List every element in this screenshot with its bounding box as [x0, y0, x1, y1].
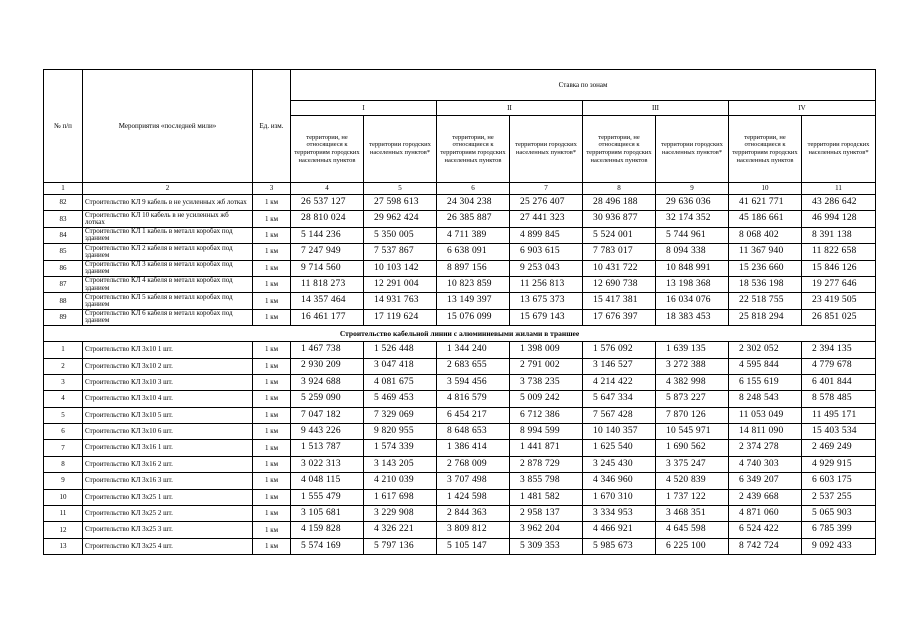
row-number: 87 [44, 276, 83, 292]
rate-value: 5 469 453 [364, 391, 437, 407]
row-number: 89 [44, 309, 83, 325]
rate-value: 6 225 100 [656, 538, 729, 554]
rate-value: 17 119 624 [364, 309, 437, 325]
rate-value: 1 625 540 [583, 440, 656, 456]
rate-value: 5 873 227 [656, 391, 729, 407]
rate-value: 11 822 658 [802, 244, 876, 260]
row-number: 7 [44, 440, 83, 456]
rate-value: 8 897 156 [437, 260, 510, 276]
rate-value: 4 871 060 [729, 506, 802, 522]
rate-value: 8 391 138 [802, 227, 876, 243]
table-row [44, 358, 876, 374]
rate-value: 3 809 812 [437, 522, 510, 538]
column-number: 10 [729, 183, 802, 195]
table-row [44, 293, 876, 309]
rate-value: 11 367 940 [729, 244, 802, 260]
rate-value: 8 068 402 [729, 227, 802, 243]
rate-value: 2 394 135 [802, 342, 876, 358]
rate-value: 18 536 198 [729, 276, 802, 292]
unit: 1 км [253, 244, 291, 260]
rate-value: 6 524 422 [729, 522, 802, 538]
rate-value: 4 081 675 [364, 374, 437, 390]
rate-value: 7 047 182 [291, 407, 364, 423]
rate-title: Ставка по зонам [291, 70, 876, 101]
subheader-outside: территории, не относящиеся к территориям городских населенных пунктов [291, 116, 364, 183]
rate-value: 29 636 036 [656, 195, 729, 211]
rate-value: 1 386 414 [437, 440, 510, 456]
rate-value: 3 229 908 [364, 506, 437, 522]
unit: 1 км [253, 522, 291, 538]
rate-value: 9 714 560 [291, 260, 364, 276]
table-row [44, 522, 876, 538]
rate-value: 9 443 226 [291, 424, 364, 440]
rate-value: 4 595 844 [729, 358, 802, 374]
rate-value: 9 820 955 [364, 424, 437, 440]
activity-name: Строительство КЛ 3х10 2 шт. [83, 358, 253, 374]
rate-value: 2 930 209 [291, 358, 364, 374]
table-row [44, 211, 876, 227]
rate-value: 5 350 005 [364, 227, 437, 243]
table-row [44, 440, 876, 456]
rate-value: 2 374 278 [729, 440, 802, 456]
rate-value: 4 899 845 [510, 227, 583, 243]
rate-value: 7 870 126 [656, 407, 729, 423]
table-row [44, 227, 876, 243]
column-number: 4 [291, 183, 364, 195]
rate-value: 2 683 655 [437, 358, 510, 374]
subheader-outside: территории, не относящиеся к территориям городских населенных пунктов [729, 116, 802, 183]
rate-value: 4 711 389 [437, 227, 510, 243]
rate-value: 6 712 386 [510, 407, 583, 423]
activity-name: Строительство КЛ 3х25 4 шт. [83, 538, 253, 554]
rate-value: 10 140 357 [583, 424, 656, 440]
rate-value: 13 675 373 [510, 293, 583, 309]
rate-value: 27 441 323 [510, 211, 583, 227]
activity-name: Строительство КЛ 2 кабеля в металл коробах под зданием [83, 244, 253, 260]
activity-name: Строительство КЛ 3х10 5 шт. [83, 407, 253, 423]
rate-value: 15 076 099 [437, 309, 510, 325]
rate-value: 3 468 351 [656, 506, 729, 522]
rate-value: 22 518 755 [729, 293, 802, 309]
unit: 1 км [253, 342, 291, 358]
rate-value: 3 047 418 [364, 358, 437, 374]
rate-value: 5 647 334 [583, 391, 656, 407]
rate-value: 3 594 456 [437, 374, 510, 390]
zone-header-1: I [291, 101, 437, 116]
rate-value: 14 811 090 [729, 424, 802, 440]
table-row [44, 260, 876, 276]
rate-value: 4 816 579 [437, 391, 510, 407]
rate-value: 6 155 619 [729, 374, 802, 390]
rate-value: 5 524 001 [583, 227, 656, 243]
column-number: 1 [44, 183, 83, 195]
rate-value: 8 648 653 [437, 424, 510, 440]
subheader-outside: территории, не относящиеся к территориям городских населенных пунктов [437, 116, 510, 183]
rate-value: 1 690 562 [656, 440, 729, 456]
rate-value: 1 344 240 [437, 342, 510, 358]
rate-value: 5 574 169 [291, 538, 364, 554]
rate-value: 10 545 971 [656, 424, 729, 440]
col-activity-header: Мероприятия «последней мили» [83, 70, 253, 183]
activity-name: Строительство КЛ 3х10 1 шт. [83, 342, 253, 358]
col-unit-header: Ед. изм. [253, 70, 291, 183]
unit: 1 км [253, 195, 291, 211]
column-number: 7 [510, 183, 583, 195]
rate-value: 3 146 527 [583, 358, 656, 374]
rate-value: 29 962 424 [364, 211, 437, 227]
rate-value: 2 302 052 [729, 342, 802, 358]
rate-value: 3 143 205 [364, 456, 437, 472]
rate-value: 6 349 207 [729, 473, 802, 489]
rate-value: 4 346 960 [583, 473, 656, 489]
row-number: 82 [44, 195, 83, 211]
activity-name: Строительство КЛ 3х10 4 шт. [83, 391, 253, 407]
rate-value: 23 419 505 [802, 293, 876, 309]
table-row [44, 374, 876, 390]
section-row [44, 326, 876, 342]
row-number: 3 [44, 374, 83, 390]
activity-name: Строительство КЛ 3 кабеля в металл коробах под зданием [83, 260, 253, 276]
unit: 1 км [253, 374, 291, 390]
table-row [44, 456, 876, 472]
unit: 1 км [253, 293, 291, 309]
column-number: 9 [656, 183, 729, 195]
table-row [44, 473, 876, 489]
rate-value: 25 276 407 [510, 195, 583, 211]
activity-name: Строительство КЛ 1 кабель в металл коробах под зданием [83, 227, 253, 243]
rate-value: 41 621 771 [729, 195, 802, 211]
rate-value: 1 398 009 [510, 342, 583, 358]
rate-value: 1 737 122 [656, 489, 729, 505]
rate-value: 26 537 127 [291, 195, 364, 211]
unit: 1 км [253, 506, 291, 522]
rate-value: 1 576 092 [583, 342, 656, 358]
rate-value: 3 334 953 [583, 506, 656, 522]
subheader-urban: территории городских населенных пунктов* [656, 116, 729, 183]
rate-value: 5 144 236 [291, 227, 364, 243]
rate-value: 2 878 729 [510, 456, 583, 472]
rate-value: 6 903 615 [510, 244, 583, 260]
rate-value: 28 810 024 [291, 211, 364, 227]
rate-value: 3 962 204 [510, 522, 583, 538]
activity-name: Строительство КЛ 10 кабель в не усиленных жб лотках [83, 211, 253, 227]
subheader-urban: территории городских населенных пунктов* [510, 116, 583, 183]
unit: 1 км [253, 260, 291, 276]
rate-value: 24 304 238 [437, 195, 510, 211]
rate-value: 1 617 698 [364, 489, 437, 505]
row-number: 2 [44, 358, 83, 374]
rate-value: 11 818 273 [291, 276, 364, 292]
rate-value: 8 248 543 [729, 391, 802, 407]
rate-value: 3 272 388 [656, 358, 729, 374]
rate-value: 46 994 128 [802, 211, 876, 227]
rate-value: 1 513 787 [291, 440, 364, 456]
rate-value: 1 670 310 [583, 489, 656, 505]
column-number: 6 [437, 183, 510, 195]
rate-value: 9 092 433 [802, 538, 876, 554]
rate-value: 7 329 069 [364, 407, 437, 423]
unit: 1 км [253, 456, 291, 472]
column-number: 3 [253, 183, 291, 195]
rate-value: 16 461 177 [291, 309, 364, 325]
rate-value: 1 526 448 [364, 342, 437, 358]
rate-value: 2 537 255 [802, 489, 876, 505]
rate-value: 32 174 352 [656, 211, 729, 227]
rate-value: 3 105 681 [291, 506, 364, 522]
activity-name: Строительство КЛ 3х25 1 шт. [83, 489, 253, 505]
rate-value: 10 848 991 [656, 260, 729, 276]
table-row [44, 276, 876, 292]
table-row [44, 309, 876, 325]
rate-value: 4 779 678 [802, 358, 876, 374]
table-row [44, 195, 876, 211]
rate-value: 5 065 903 [802, 506, 876, 522]
rate-value: 8 578 485 [802, 391, 876, 407]
rate-value: 2 958 137 [510, 506, 583, 522]
section-title: Строительство кабельной линии с алюминиевыми жилами в траншее [44, 326, 876, 342]
rate-value: 2 469 249 [802, 440, 876, 456]
table-row [44, 424, 876, 440]
rate-value: 4 048 115 [291, 473, 364, 489]
column-number: 8 [583, 183, 656, 195]
rate-value: 7 783 017 [583, 244, 656, 260]
rate-value: 6 454 217 [437, 407, 510, 423]
row-number: 8 [44, 456, 83, 472]
rate-value: 26 385 887 [437, 211, 510, 227]
row-number: 12 [44, 522, 83, 538]
subheader-urban: территории городских населенных пунктов* [364, 116, 437, 183]
rate-value: 27 598 613 [364, 195, 437, 211]
row-number: 86 [44, 260, 83, 276]
unit: 1 км [253, 227, 291, 243]
table-body [44, 195, 876, 555]
rate-value: 1 424 598 [437, 489, 510, 505]
zone-header-2: II [437, 101, 583, 116]
rate-value: 2 439 668 [729, 489, 802, 505]
rate-value: 12 291 004 [364, 276, 437, 292]
rate-value: 7 537 867 [364, 244, 437, 260]
rate-value: 9 253 043 [510, 260, 583, 276]
table-header [44, 70, 876, 195]
rate-value: 4 214 422 [583, 374, 656, 390]
table-row [44, 489, 876, 505]
rate-value: 4 382 998 [656, 374, 729, 390]
rate-value: 14 931 763 [364, 293, 437, 309]
unit: 1 км [253, 407, 291, 423]
rate-value: 3 707 498 [437, 473, 510, 489]
unit: 1 км [253, 489, 291, 505]
table-row [44, 244, 876, 260]
column-number-row [44, 183, 876, 195]
rate-value: 3 738 235 [510, 374, 583, 390]
activity-name: Строительство КЛ 3х16 2 шт. [83, 456, 253, 472]
rate-value: 11 053 049 [729, 407, 802, 423]
rate-value: 4 210 039 [364, 473, 437, 489]
rate-value: 16 034 076 [656, 293, 729, 309]
rate-value: 5 105 147 [437, 538, 510, 554]
table-row [44, 506, 876, 522]
activity-name: Строительство КЛ 3х10 6 шт. [83, 424, 253, 440]
rate-value: 5 744 961 [656, 227, 729, 243]
rate-value: 6 603 175 [802, 473, 876, 489]
row-number: 1 [44, 342, 83, 358]
table-row [44, 342, 876, 358]
rate-value: 15 846 126 [802, 260, 876, 276]
row-number: 84 [44, 227, 83, 243]
rate-value: 4 326 221 [364, 522, 437, 538]
rate-value: 15 679 143 [510, 309, 583, 325]
rate-value: 8 094 338 [656, 244, 729, 260]
unit: 1 км [253, 276, 291, 292]
rate-value: 12 690 738 [583, 276, 656, 292]
rate-value: 1 555 479 [291, 489, 364, 505]
rate-value: 5 985 673 [583, 538, 656, 554]
rate-value: 3 245 430 [583, 456, 656, 472]
rate-value: 11 256 813 [510, 276, 583, 292]
rate-value: 15 236 660 [729, 260, 802, 276]
activity-name: Строительство КЛ 4 кабеля в металл коробах под зданием [83, 276, 253, 292]
row-number: 88 [44, 293, 83, 309]
rate-value: 4 520 839 [656, 473, 729, 489]
column-number: 2 [83, 183, 253, 195]
unit: 1 км [253, 358, 291, 374]
rate-value: 4 645 598 [656, 522, 729, 538]
column-number: 11 [802, 183, 876, 195]
rate-value: 2 791 002 [510, 358, 583, 374]
rate-value: 8 994 599 [510, 424, 583, 440]
activity-name: Строительство КЛ 6 кабеля в металл коробах под зданием [83, 309, 253, 325]
row-number: 9 [44, 473, 83, 489]
rate-value: 10 103 142 [364, 260, 437, 276]
rate-value: 3 924 688 [291, 374, 364, 390]
table-row [44, 407, 876, 423]
zone-header-3: III [583, 101, 729, 116]
row-number: 83 [44, 211, 83, 227]
rate-value: 1 574 339 [364, 440, 437, 456]
rate-value: 13 198 368 [656, 276, 729, 292]
rate-value: 5 259 090 [291, 391, 364, 407]
unit: 1 км [253, 473, 291, 489]
rate-value: 7 567 428 [583, 407, 656, 423]
activity-name: Строительство КЛ 5 кабеля в металл коробах под зданием [83, 293, 253, 309]
rate-value: 3 022 313 [291, 456, 364, 472]
rate-value: 4 740 303 [729, 456, 802, 472]
rate-value: 4 159 828 [291, 522, 364, 538]
rate-value: 43 286 642 [802, 195, 876, 211]
rate-value: 1 481 582 [510, 489, 583, 505]
unit: 1 км [253, 391, 291, 407]
unit: 1 км [253, 424, 291, 440]
row-number: 11 [44, 506, 83, 522]
rate-value: 13 149 397 [437, 293, 510, 309]
row-number: 85 [44, 244, 83, 260]
unit: 1 км [253, 538, 291, 554]
rate-value: 15 417 381 [583, 293, 656, 309]
row-number: 4 [44, 391, 83, 407]
unit: 1 км [253, 211, 291, 227]
rate-value: 18 383 453 [656, 309, 729, 325]
rate-value: 5 009 242 [510, 391, 583, 407]
row-number: 6 [44, 424, 83, 440]
rate-value: 15 403 534 [802, 424, 876, 440]
rate-value: 5 797 136 [364, 538, 437, 554]
rate-value: 28 496 188 [583, 195, 656, 211]
rate-value: 1 639 135 [656, 342, 729, 358]
activity-name: Строительство КЛ 3х10 3 шт. [83, 374, 253, 390]
col-no-header: № п/п [44, 70, 83, 183]
row-number: 5 [44, 407, 83, 423]
zone-header-4: IV [729, 101, 876, 116]
subheader-outside: территории, не относящиеся к территориям городских населенных пунктов [583, 116, 656, 183]
rate-value: 1 467 738 [291, 342, 364, 358]
rates-table [43, 69, 876, 555]
rate-value: 19 277 646 [802, 276, 876, 292]
rate-value: 4 929 915 [802, 456, 876, 472]
rate-value: 30 936 877 [583, 211, 656, 227]
unit: 1 км [253, 309, 291, 325]
rate-value: 6 785 399 [802, 522, 876, 538]
unit: 1 км [253, 440, 291, 456]
activity-name: Строительство КЛ 9 кабель в не усиленных жб лотках [83, 195, 253, 211]
rate-value: 4 466 921 [583, 522, 656, 538]
table-row [44, 538, 876, 554]
rate-value: 14 357 464 [291, 293, 364, 309]
rate-value: 10 823 859 [437, 276, 510, 292]
rate-value: 10 431 722 [583, 260, 656, 276]
activity-name: Строительство КЛ 3х25 3 шт. [83, 522, 253, 538]
rate-value: 2 768 009 [437, 456, 510, 472]
table-row [44, 391, 876, 407]
rate-value: 6 401 844 [802, 374, 876, 390]
rate-value: 17 676 397 [583, 309, 656, 325]
rate-value: 6 638 091 [437, 244, 510, 260]
rate-value: 26 851 025 [802, 309, 876, 325]
column-number: 5 [364, 183, 437, 195]
rate-value: 1 441 871 [510, 440, 583, 456]
rate-value: 11 495 171 [802, 407, 876, 423]
activity-name: Строительство КЛ 3х16 1 шт. [83, 440, 253, 456]
rate-value: 25 818 294 [729, 309, 802, 325]
activity-name: Строительство КЛ 3х16 3 шт. [83, 473, 253, 489]
activity-name: Строительство КЛ 3х25 2 шт. [83, 506, 253, 522]
rate-value: 3 855 798 [510, 473, 583, 489]
rate-value: 2 844 363 [437, 506, 510, 522]
rate-value: 45 186 661 [729, 211, 802, 227]
row-number: 10 [44, 489, 83, 505]
row-number: 13 [44, 538, 83, 554]
rate-value: 3 375 247 [656, 456, 729, 472]
rate-value: 7 247 949 [291, 244, 364, 260]
rate-value: 8 742 724 [729, 538, 802, 554]
subheader-urban: территории городских населенных пунктов* [802, 116, 876, 183]
rate-value: 5 309 353 [510, 538, 583, 554]
